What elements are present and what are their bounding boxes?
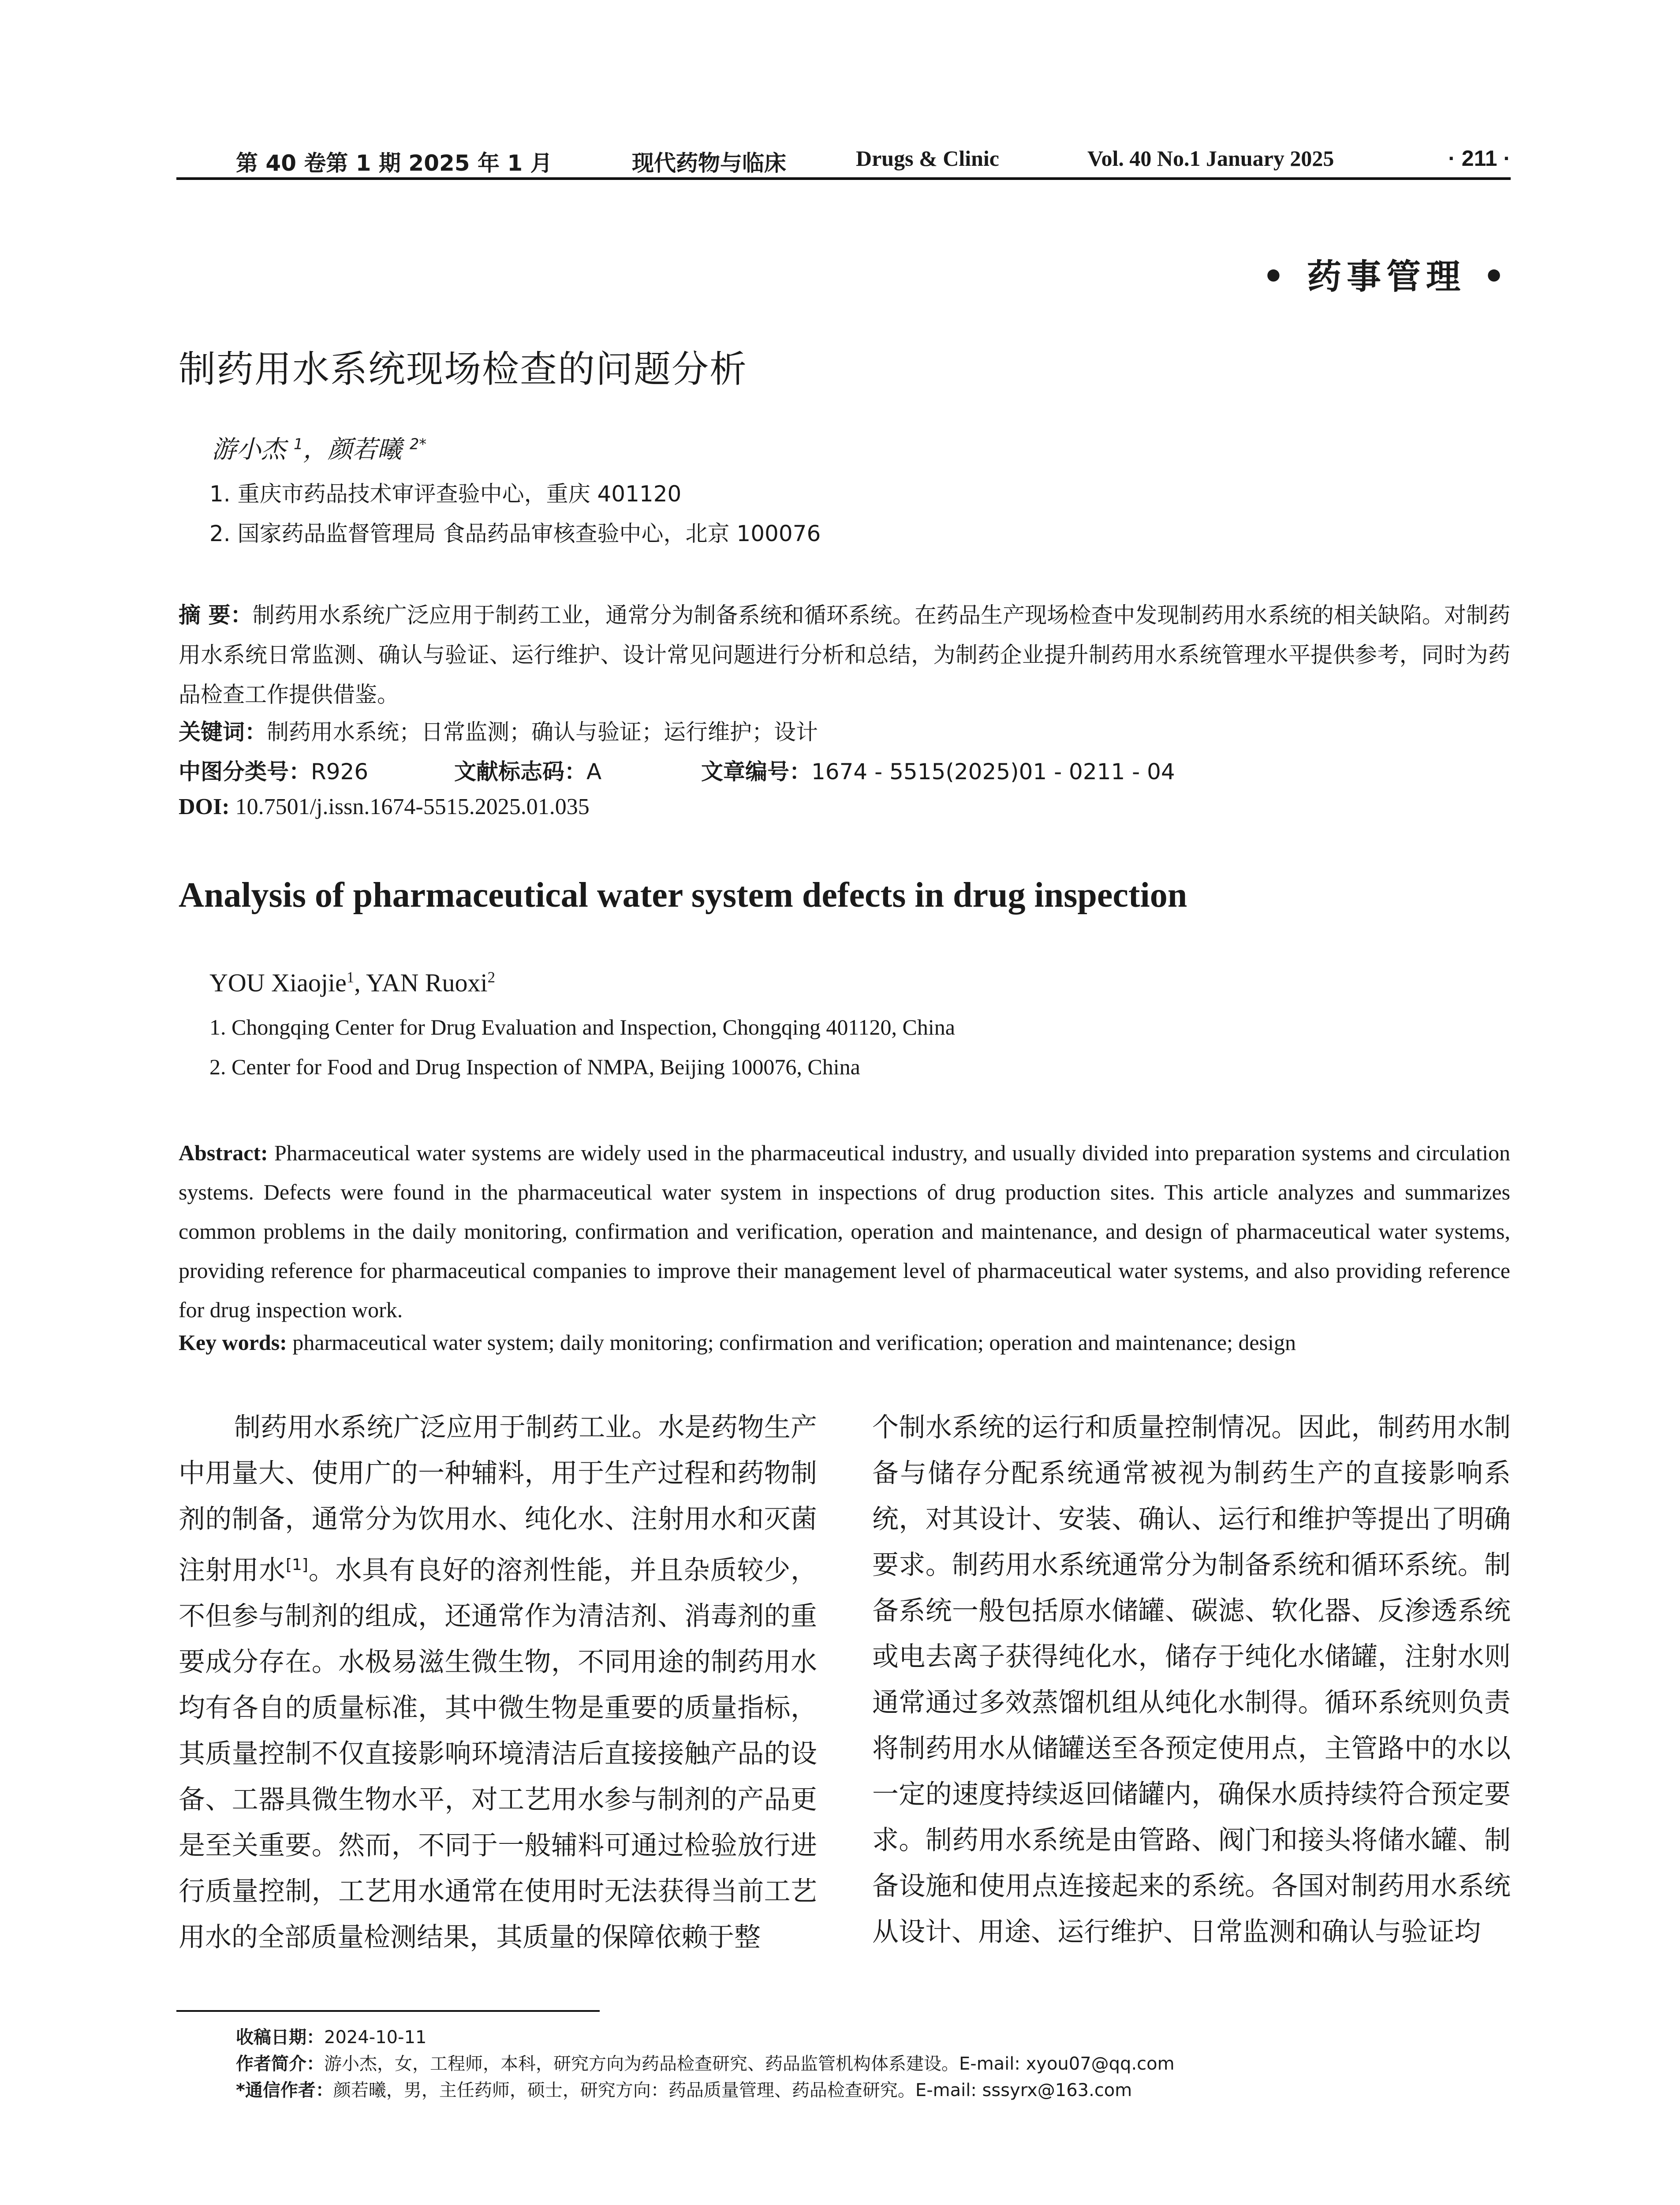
keywords-cn-label: 关键词： xyxy=(179,719,267,745)
corresponding-label: *通信作者： xyxy=(236,2080,333,2100)
footnote-received xyxy=(236,2023,426,2048)
header-volume-cn: 第 40 卷第 1 期 2025 年 1 月 xyxy=(236,150,553,176)
author-bio-text: 游小杰，女，工程师，本科，研究方向为药品检查研究、药品监管机构体系建设。E-mail: xyou07@qq.com xyxy=(324,2054,1175,2074)
title-en: Analysis of pharmaceutical water system defects in drug inspection xyxy=(179,876,1187,915)
header-page-number: · 211 · xyxy=(1448,146,1511,171)
keywords-cn-text: 制药用水系统；日常监测；确认与验证；运行维护；设计 xyxy=(267,719,818,745)
keywords-en xyxy=(179,1330,1296,1355)
author-2-en-affil-mark: 2 xyxy=(487,968,496,986)
header-volume-en: Vol. 40 No.1 January 2025 xyxy=(1087,146,1334,171)
received-label: 收稿日期： xyxy=(236,2027,324,2048)
affiliation-en-1: 1. Chongqing Center for Drug Evaluation and Inspection, Chongqing 401120, China xyxy=(209,1015,955,1039)
classification-line xyxy=(179,754,1501,789)
clc-value: R926 xyxy=(311,759,369,785)
footnote-corresponding-author xyxy=(236,2076,1132,2101)
body-column-left xyxy=(179,1405,817,1960)
author-2-affil-mark: 2* xyxy=(410,435,427,453)
article-number-group xyxy=(701,754,1175,786)
footnote-rule xyxy=(176,2010,600,2012)
doi-value: 10.7501/j.issn.1674-5515.2025.01.035 xyxy=(229,794,590,819)
header-rule xyxy=(176,177,1511,180)
body-left-text-a: 制药用水系统广泛应用于制药工业。水是药物生产中用量大、使用广的一种辅料，用于生产过程和药物制剂的制备，通常分为饮用水、纯化水、注射用水和灭菌注射用水 xyxy=(179,1412,817,1586)
article-number-label: 文章编号： xyxy=(701,759,811,785)
authors-en xyxy=(209,968,495,998)
affiliation-cn-1: 1. 重庆市药品技术审评查验中心，重庆 401120 xyxy=(209,481,682,507)
doi-line xyxy=(179,794,590,820)
section-label: • 药事管理 • xyxy=(1262,257,1510,297)
corresponding-text: 颜若曦，男，主任药师，硕士，研究方向：药品质量管理、药品检查研究。E-mail: sssyrx@163.com xyxy=(333,2080,1132,2100)
running-header xyxy=(176,142,1511,177)
abstract-en xyxy=(179,1133,1510,1330)
keywords-cn xyxy=(179,714,818,746)
doi-label: DOI: xyxy=(179,794,230,819)
keywords-en-text: pharmaceutical water system; daily monitoring; confirmation and verification; operation and maintenance; design xyxy=(287,1330,1296,1355)
abstract-en-label: Abstract: xyxy=(179,1140,268,1165)
affiliation-en-2: 2. Center for Food and Drug Inspection of NMPA, Beijing 100076, China xyxy=(209,1054,860,1079)
reference-marker[interactable]: [1] xyxy=(285,1556,308,1574)
keywords-en-label: Key words: xyxy=(179,1330,287,1355)
body-column-right: 个制水系统的运行和质量控制情况。因此，制药用水制备与储存分配系统通常被视为制药生产的直接影响系统，对其设计、安装、确认、运行和维护等提出了明确要求。制药用水系统通常分为制备系统和循环系统。制备系统一般包括原水储罐、碳滤、软化器、反渗透系统或电去离子获得纯化水，储存于纯化水储罐，注射水则通常通过多效蒸馏机组从纯化水制得。循环系统则负责将制药用水从储罐送至各预定使用点，主管路中的水以一定的速度持续返回储罐内，确保水质持续符合预定要求。制药用水系统是由管路、阀门和接头将储水罐、制备设施和使用点连接起来的系统。各国对制药用水系统从设计、用途、运行维护、日常监测和确认与验证均 xyxy=(872,1412,1511,1947)
abstract-en-text: Pharmaceutical water systems are widely used in the pharmaceutical industry, and usually divided into preparation systems and circulation systems. Defects were found in the pharmaceutical water system in inspections of drug production sites. This article analyzes and summarizes common problems in the daily monitoring, confirmation and verification, operation and maintenance, and design of pharmaceutical water systems, providing reference for pharmaceutical companies to improve their management level of pharmaceutical water systems, and also providing reference for drug inspection work. xyxy=(179,1140,1510,1322)
clc-group xyxy=(179,754,368,786)
author-1-cn: 游小杰 xyxy=(212,435,294,464)
affiliation-cn-2: 2. 国家药品监督管理局 食品药品审核查验中心，北京 100076 xyxy=(209,521,821,546)
doc-code-value: A xyxy=(586,759,602,785)
abstract-cn-label: 摘 要： xyxy=(179,602,253,628)
doc-code-label: 文献标志码： xyxy=(454,759,586,785)
header-journal-cn: 现代药物与临床 xyxy=(632,150,786,176)
abstract-cn xyxy=(179,595,1510,714)
footnote-author-bio xyxy=(236,2050,1175,2075)
author-1-en: YOU Xiaojie xyxy=(209,968,347,997)
doc-code-group xyxy=(454,754,601,786)
body-left-text-b: 。水具有良好的溶剂性能，并且杂质较少，不但参与制剂的组成，还通常作为清洁剂、消毒剂的重要成分存在。水极易滋生微生物，不同用途的制药用水均有各自的质量标准，其中微生物是重要的质量指标，其质量控制不仅直接影响环境清洁后直接接触产品的设备、工器具微生物水平，对工艺用水参与制剂的产品更是至关重要。然而，不同于一般辅料可通过检验放行进行质量控制，工艺用水通常在使用时无法获得当前工艺用水的全部质量检测结果，其质量的保障依赖于整 xyxy=(179,1555,818,1953)
author-2-en: , YAN Ruoxi xyxy=(354,968,488,997)
author-2-cn: ，颜若曦 xyxy=(303,435,410,464)
abstract-cn-text: 制药用水系统广泛应用于制药工业，通常分为制备系统和循环系统。在药品生产现场检查中发现制药用水系统的相关缺陷。对制药用水系统日常监测、确认与验证、运行维护、设计常见问题进行分析和总结，为制药企业提升制药用水系统管理水平提供参考，同时为药品检查工作提供借鉴。 xyxy=(179,602,1510,707)
article-number-value: 1674 - 5515(2025)01 - 0211 - 04 xyxy=(811,759,1175,785)
received-date: 2024-10-11 xyxy=(324,2027,427,2048)
authors-cn xyxy=(212,430,426,465)
title-cn: 制药用水系统现场检查的问题分析 xyxy=(179,348,748,391)
author-1-en-affil-mark: 1 xyxy=(346,968,355,986)
clc-label: 中图分类号： xyxy=(179,759,311,785)
header-journal-en: Drugs & Clinic xyxy=(856,146,999,171)
author-1-affil-mark: 1 xyxy=(293,435,303,453)
author-bio-label: 作者简介： xyxy=(236,2054,324,2074)
